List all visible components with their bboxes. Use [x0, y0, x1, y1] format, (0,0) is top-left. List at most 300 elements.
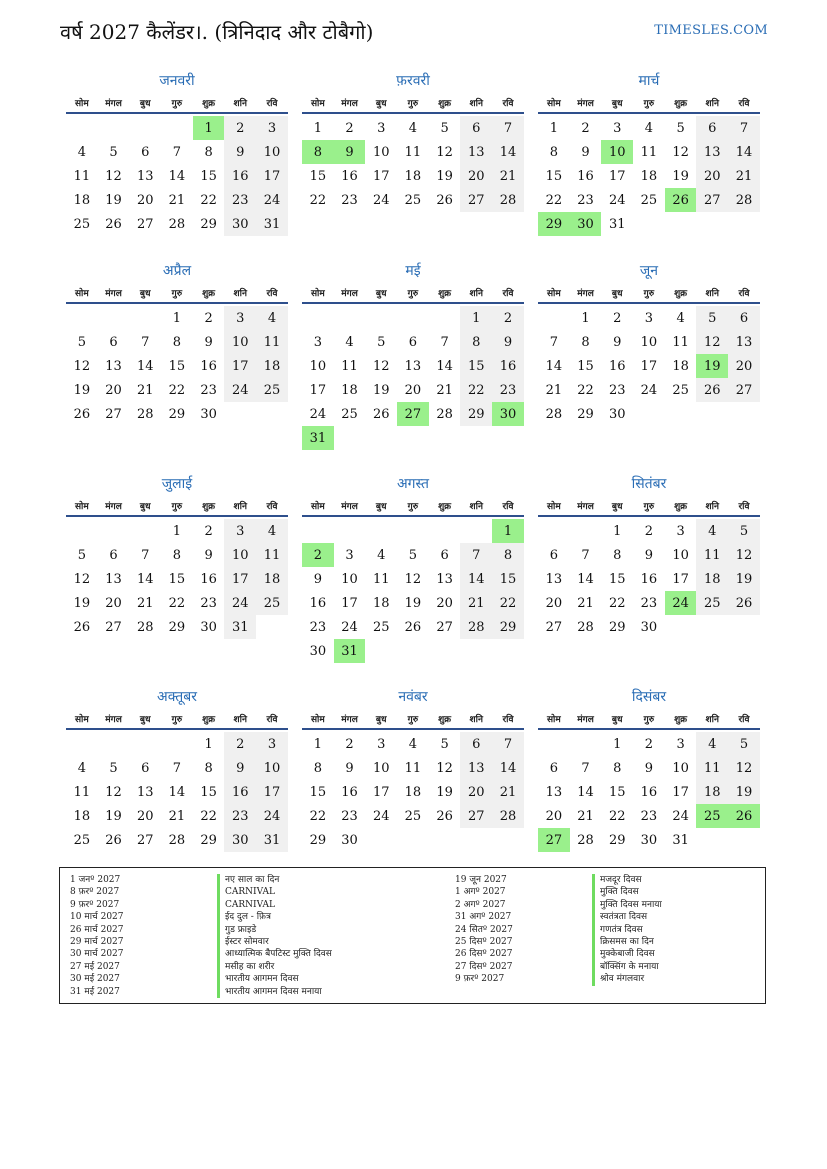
day-cell: 25 — [341, 406, 358, 422]
day-cell: 20 — [105, 595, 122, 611]
day-cell: 7 — [492, 116, 524, 140]
legend-holiday-name: गुड फ्राइडे — [217, 924, 332, 936]
day-cell: 25 — [256, 591, 288, 615]
legend-date: 1 अगº 2027 — [455, 887, 506, 898]
day-cell: 11 — [73, 784, 91, 800]
day-cell: 13 — [136, 784, 154, 800]
day-cell: 19 — [73, 382, 91, 398]
day-cell: 31 — [608, 216, 626, 232]
legend-holiday-name: भारतीय आगमन दिवस — [217, 973, 332, 985]
day-cell: 18 — [696, 567, 728, 591]
weekday-label: शनि — [705, 98, 719, 109]
day-cell: 10 — [372, 760, 390, 776]
weekday-label: बुध — [139, 288, 151, 299]
day-cell: 4 — [408, 120, 418, 136]
day-cell: 17 — [372, 784, 390, 800]
day-cell: 12 — [105, 168, 122, 184]
day-cell: 1 — [193, 116, 225, 140]
day-cell: 15 — [309, 784, 327, 800]
legend-holiday-name: स्वतंत्रता दिवस — [592, 911, 662, 923]
day-cell: 28 — [460, 615, 492, 639]
day-cell: 27 — [105, 406, 122, 422]
day-cell: 30 — [200, 619, 217, 635]
weekday-label: शनि — [705, 288, 719, 299]
weekday-label: शनि — [469, 714, 483, 725]
day-cell: 19 — [672, 168, 689, 184]
day-cell: 29 — [492, 615, 524, 639]
weekday-label: मंगल — [341, 501, 358, 512]
day-cell: 25 — [640, 192, 658, 208]
day-cell: 28 — [545, 406, 563, 422]
empty-cell — [538, 306, 570, 330]
day-grid — [302, 306, 524, 450]
weekday-label: शुक्र — [438, 288, 452, 299]
day-cell: 2 — [613, 310, 622, 326]
month-name: जुलाई — [161, 476, 193, 492]
legend-holiday-name: श्रोव मंगलवार — [592, 973, 662, 985]
weekday-label: शुक्र — [674, 288, 688, 299]
day-cell: 8 — [613, 760, 622, 776]
day-cell: 9 — [492, 330, 524, 354]
month-block — [66, 70, 288, 236]
day-cell: 7 — [141, 547, 150, 563]
day-cell: 16 — [492, 354, 524, 378]
weekday-label: शुक्र — [202, 501, 216, 512]
day-cell: 16 — [341, 784, 358, 800]
legend-holiday-name: गणतंत्र दिवस — [592, 924, 662, 936]
day-cell: 23 — [341, 808, 358, 824]
day-cell: 13 — [105, 571, 122, 587]
day-cell: 26 — [73, 619, 91, 635]
weekday-label: शुक्र — [438, 98, 452, 109]
day-cell: 7 — [581, 760, 590, 776]
day-cell: 16 — [577, 168, 594, 184]
day-cell: 6 — [460, 116, 492, 140]
day-cell: 7 — [549, 334, 558, 350]
day-cell: 2 — [224, 116, 256, 140]
weekday-label: शुक्र — [438, 714, 452, 725]
day-cell: 29 — [577, 406, 594, 422]
day-cell: 11 — [341, 358, 358, 374]
month-name: मार्च — [638, 73, 660, 89]
weekday-label: बुध — [611, 501, 623, 512]
day-cell: 8 — [613, 547, 622, 563]
day-cell: 2 — [581, 120, 590, 136]
day-cell: 25 — [672, 382, 689, 398]
day-cell: 22 — [545, 192, 563, 208]
legend-date: 9 फ़रº 2027 — [70, 899, 120, 910]
day-cell: 25 — [404, 808, 422, 824]
legend-date: 27 दिसº 2027 — [455, 961, 513, 972]
day-cell: 11 — [640, 144, 658, 160]
legend-date: 2 अगº 2027 — [455, 899, 506, 910]
day-cell: 31 — [302, 426, 334, 450]
site-link[interactable]: TIMESLES.COM — [654, 23, 768, 38]
day-cell: 9 — [204, 334, 213, 350]
day-cell: 20 — [404, 382, 422, 398]
day-cell: 1 — [613, 523, 622, 539]
day-cell: 3 — [676, 736, 685, 752]
day-cell: 28 — [168, 832, 186, 848]
legend-names-right — [592, 874, 662, 986]
day-cell: 25 — [372, 619, 390, 635]
day-cell: 22 — [168, 382, 186, 398]
month-block — [302, 70, 524, 212]
day-cell: 18 — [73, 808, 91, 824]
day-cell: 21 — [136, 595, 154, 611]
weekday-header — [538, 282, 760, 304]
day-cell: 18 — [256, 567, 288, 591]
empty-cell — [66, 116, 98, 140]
day-cell: 14 — [577, 784, 594, 800]
day-cell: 5 — [377, 334, 386, 350]
legend-holiday-name: भारतीय आगमन दिवस मनाया — [217, 986, 332, 998]
empty-cell — [570, 519, 602, 543]
day-cell: 1 — [549, 120, 558, 136]
day-cell: 7 — [440, 334, 449, 350]
weekday-label: बुध — [139, 714, 151, 725]
day-cell: 26 — [665, 188, 697, 212]
empty-cell — [66, 306, 98, 330]
day-cell: 30 — [608, 406, 626, 422]
day-cell: 26 — [372, 406, 390, 422]
day-cell: 4 — [345, 334, 354, 350]
day-grid — [66, 732, 288, 852]
weekday-label: शनि — [233, 501, 247, 512]
day-cell: 11 — [696, 756, 728, 780]
legend-date: 27 मई 2027 — [70, 961, 120, 972]
day-cell: 27 — [436, 619, 453, 635]
day-cell: 20 — [105, 382, 122, 398]
day-cell: 30 — [200, 406, 217, 422]
legend-dates-right — [455, 874, 513, 986]
day-cell: 6 — [460, 732, 492, 756]
day-cell: 30 — [570, 212, 602, 236]
day-cell: 18 — [404, 168, 422, 184]
day-cell: 10 — [224, 543, 256, 567]
weekday-label: सोम — [310, 98, 325, 109]
day-cell: 19 — [372, 382, 390, 398]
day-cell: 12 — [73, 358, 91, 374]
day-cell: 21 — [728, 164, 760, 188]
day-cell: 3 — [224, 519, 256, 543]
weekday-label: मंगल — [577, 98, 594, 109]
weekday-label: बुध — [375, 714, 387, 725]
day-cell: 2 — [224, 732, 256, 756]
empty-cell — [397, 306, 429, 330]
weekday-label: शनि — [469, 98, 483, 109]
weekday-label: शुक्र — [674, 501, 688, 512]
month-block — [66, 473, 288, 639]
legend-date: 30 मई 2027 — [70, 974, 120, 985]
weekday-label: शनि — [233, 714, 247, 725]
weekday-label: शुक्र — [674, 98, 688, 109]
day-cell: 30 — [224, 212, 256, 236]
day-cell: 26 — [105, 832, 122, 848]
weekday-header — [302, 92, 524, 114]
weekday-label: शुक्र — [202, 98, 216, 109]
day-cell: 28 — [168, 216, 186, 232]
weekday-label: सोम — [546, 288, 561, 299]
empty-cell — [129, 116, 161, 140]
day-cell: 15 — [492, 567, 524, 591]
day-cell: 4 — [676, 310, 685, 326]
day-cell: 30 — [640, 619, 658, 635]
day-cell: 11 — [696, 543, 728, 567]
day-cell: 24 — [672, 808, 689, 824]
day-cell: 15 — [168, 571, 186, 587]
day-cell: 17 — [608, 168, 626, 184]
day-cell: 5 — [728, 519, 760, 543]
day-cell: 12 — [404, 571, 422, 587]
empty-cell — [397, 519, 429, 543]
day-cell: 25 — [73, 216, 91, 232]
day-cell: 14 — [492, 140, 524, 164]
day-cell: 1 — [313, 736, 322, 752]
day-grid — [302, 519, 524, 663]
day-cell: 2 — [302, 543, 334, 567]
day-cell: 3 — [644, 310, 654, 326]
day-cell: 8 — [549, 144, 558, 160]
day-cell: 23 — [200, 382, 217, 398]
weekday-label: बुध — [139, 501, 151, 512]
day-cell: 5 — [109, 760, 118, 776]
month-name: सितंबर — [631, 476, 667, 492]
legend-dates-left — [70, 874, 124, 998]
weekday-label: शुक्र — [674, 714, 688, 725]
month-name: मई — [405, 263, 421, 279]
day-cell: 18 — [341, 382, 358, 398]
day-cell: 27 — [538, 828, 570, 852]
day-cell: 21 — [460, 591, 492, 615]
day-cell: 14 — [577, 571, 594, 587]
empty-cell — [429, 519, 461, 543]
month-block — [302, 686, 524, 852]
day-cell: 3 — [377, 736, 386, 752]
day-cell: 5 — [408, 547, 418, 563]
month-name: फ़रवरी — [396, 73, 430, 89]
day-cell: 31 — [256, 212, 288, 236]
day-cell: 13 — [460, 140, 492, 164]
day-cell: 6 — [549, 760, 558, 776]
day-cell: 29 — [309, 832, 327, 848]
day-cell: 22 — [200, 192, 217, 208]
day-cell: 13 — [696, 140, 728, 164]
day-cell: 25 — [73, 832, 91, 848]
day-cell: 22 — [608, 808, 626, 824]
day-cell: 20 — [460, 164, 492, 188]
day-cell: 11 — [73, 168, 91, 184]
day-cell: 29 — [200, 832, 217, 848]
day-cell: 5 — [109, 144, 118, 160]
empty-cell — [98, 306, 130, 330]
empty-cell — [460, 519, 492, 543]
legend-holiday-name: क्रिसमस का दिन — [592, 936, 662, 948]
day-cell: 28 — [136, 619, 154, 635]
legend-names-left — [217, 874, 332, 998]
day-cell: 5 — [77, 334, 86, 350]
day-cell: 5 — [440, 120, 449, 136]
day-cell: 2 — [345, 120, 354, 136]
month-block — [66, 260, 288, 426]
day-cell: 24 — [309, 406, 327, 422]
legend-holiday-name: नए साल का दिन — [217, 874, 332, 886]
day-cell: 21 — [136, 382, 154, 398]
weekday-label: बुध — [375, 288, 387, 299]
empty-cell — [98, 732, 130, 756]
legend-date: 1 जनº 2027 — [70, 875, 121, 885]
day-cell: 19 — [404, 595, 422, 611]
day-cell: 23 — [577, 192, 594, 208]
weekday-label: रवि — [502, 714, 514, 725]
legend-holiday-name: मुक्ति दिवस — [592, 886, 662, 898]
empty-cell — [334, 519, 366, 543]
weekday-label: गुरु — [407, 714, 419, 725]
empty-cell — [98, 519, 130, 543]
day-cell: 31 — [256, 828, 288, 852]
day-cell: 19 — [436, 168, 453, 184]
day-cell: 9 — [644, 547, 654, 563]
weekday-label: रवि — [502, 501, 514, 512]
day-cell: 19 — [436, 784, 453, 800]
month-name: अप्रैल — [162, 263, 192, 279]
day-cell: 9 — [345, 760, 354, 776]
weekday-label: मंगल — [577, 714, 594, 725]
legend-date: 24 सितº 2027 — [455, 924, 513, 935]
day-grid — [302, 116, 524, 212]
day-cell: 26 — [404, 619, 422, 635]
day-cell: 10 — [224, 330, 256, 354]
day-cell: 26 — [105, 216, 122, 232]
empty-cell — [365, 519, 397, 543]
day-grid — [302, 732, 524, 852]
day-cell: 19 — [73, 595, 91, 611]
page-title: वर्ष 2027 कैलेंडर।. (त्रिनिदाद और टोबैगो) — [60, 20, 374, 44]
day-cell: 23 — [608, 382, 626, 398]
weekday-label: सोम — [74, 98, 89, 109]
day-cell: 12 — [436, 760, 453, 776]
legend-holiday-name: बॉक्सिंग के मनाया — [592, 961, 662, 973]
day-cell: 2 — [644, 523, 654, 539]
day-cell: 19 — [105, 808, 122, 824]
day-cell: 6 — [549, 547, 558, 563]
day-cell: 31 — [672, 832, 689, 848]
weekday-label: शनि — [469, 288, 483, 299]
day-cell: 12 — [672, 144, 689, 160]
month-block — [538, 473, 760, 639]
legend-date: 26 दिसº 2027 — [455, 949, 513, 960]
month-block — [538, 686, 760, 852]
day-cell: 3 — [377, 120, 386, 136]
weekday-header — [538, 92, 760, 114]
empty-cell — [538, 732, 570, 756]
day-cell: 9 — [613, 334, 622, 350]
weekday-label: गुरु — [171, 714, 183, 725]
weekday-header — [66, 495, 288, 517]
day-cell: 26 — [436, 808, 453, 824]
weekday-label: शुक्र — [202, 288, 216, 299]
day-cell: 15 — [460, 354, 492, 378]
day-cell: 26 — [696, 378, 728, 402]
day-grid — [66, 519, 288, 639]
day-cell: 4 — [696, 732, 728, 756]
day-cell: 21 — [577, 595, 594, 611]
weekday-label: बुध — [611, 98, 623, 109]
day-cell: 14 — [136, 358, 154, 374]
weekday-label: रवि — [266, 98, 278, 109]
day-cell: 10 — [640, 334, 658, 350]
day-cell: 1 — [492, 519, 524, 543]
weekday-label: सोम — [74, 501, 89, 512]
weekday-label: शुक्र — [202, 714, 216, 725]
day-cell: 18 — [256, 354, 288, 378]
day-cell: 6 — [109, 334, 118, 350]
weekday-label: गुरु — [643, 288, 655, 299]
month-block — [66, 686, 288, 852]
day-cell: 16 — [309, 595, 327, 611]
weekday-label: गुरु — [407, 288, 419, 299]
day-cell: 21 — [492, 780, 524, 804]
weekday-label: मंगल — [105, 501, 122, 512]
day-cell: 29 — [200, 216, 217, 232]
day-cell: 17 — [372, 168, 390, 184]
weekday-label: रवि — [738, 98, 750, 109]
weekday-header — [538, 495, 760, 517]
empty-cell — [334, 306, 366, 330]
month-name: नवंबर — [398, 689, 428, 705]
empty-cell — [302, 306, 334, 330]
day-cell: 16 — [200, 571, 217, 587]
day-cell: 7 — [172, 760, 182, 776]
day-cell: 3 — [676, 523, 685, 539]
day-cell: 14 — [545, 358, 563, 374]
weekday-label: सोम — [74, 288, 89, 299]
weekday-label: मंगल — [105, 98, 122, 109]
weekday-label: मंगल — [341, 714, 358, 725]
weekday-header — [302, 708, 524, 730]
holiday-legend — [59, 867, 766, 1004]
day-cell: 2 — [345, 736, 354, 752]
month-name: दिसंबर — [631, 689, 667, 705]
weekday-label: गुरु — [407, 98, 419, 109]
day-cell: 19 — [728, 780, 760, 804]
day-cell: 27 — [728, 378, 760, 402]
day-cell: 10 — [372, 144, 390, 160]
day-cell: 5 — [440, 736, 449, 752]
day-cell: 4 — [77, 144, 86, 160]
day-cell: 6 — [440, 547, 449, 563]
day-cell: 12 — [105, 784, 122, 800]
day-cell: 22 — [577, 382, 594, 398]
day-cell: 14 — [728, 140, 760, 164]
empty-cell — [129, 732, 161, 756]
day-cell: 16 — [640, 571, 658, 587]
day-cell: 10 — [672, 547, 689, 563]
day-cell: 11 — [256, 543, 288, 567]
day-cell: 17 — [256, 780, 288, 804]
day-cell: 20 — [545, 595, 563, 611]
day-cell: 23 — [200, 595, 217, 611]
month-name: जून — [639, 263, 659, 279]
weekday-label: बुध — [375, 98, 387, 109]
day-cell: 25 — [256, 378, 288, 402]
day-cell: 8 — [302, 140, 334, 164]
weekday-label: सोम — [546, 714, 561, 725]
day-cell: 14 — [492, 756, 524, 780]
day-cell: 24 — [256, 804, 288, 828]
day-cell: 21 — [168, 192, 186, 208]
day-cell: 9 — [224, 756, 256, 780]
